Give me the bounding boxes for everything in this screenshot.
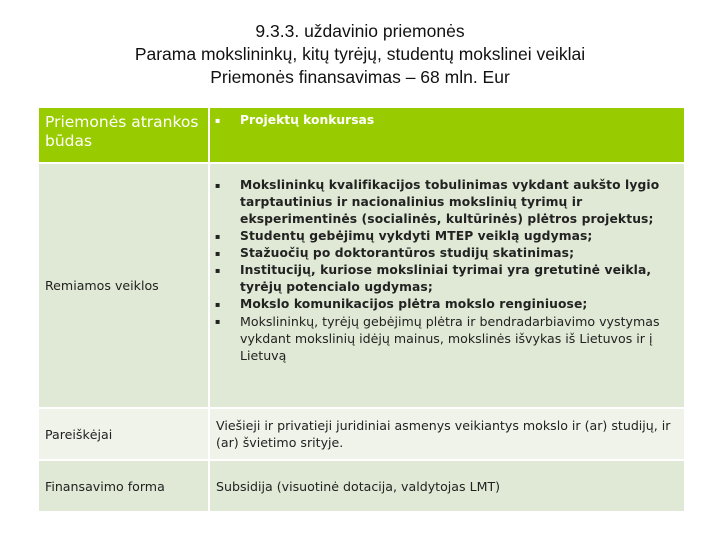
row-label: Finansavimo forma: [38, 460, 209, 512]
row-value: Viešieji ir privatieji juridiniai asmenys veikiantys mokslo ir (ar) studijų, ir (ar) švietimo srityje.: [209, 408, 685, 460]
list-item: ▪ Mokslininkų, tyrėjų gebėjimų plėtra ir bendradarbiavimo vystymas vykdant mokslinių idėjų mainus, mokslinės išvykas iš Lietuvos ir į Lietuvą: [216, 313, 684, 364]
row-label: Pareiškėjai: [38, 408, 209, 460]
table-row-funding-form: [38, 460, 685, 512]
list-item: ▪ Mokslo komunikacijos plėtra mokslo renginiuose;: [216, 296, 684, 313]
measure-table: [37, 106, 686, 513]
list-item: ▪ Mokslininkų kvalifikacijos tobulinimas vykdant aukšto lygio tarptautinius ir nacionalinius mokslinių tyrimų ir eksperimentinės (socialinės, kultūrinės) plėtros projektus;: [216, 177, 684, 228]
table-row-applicants: [38, 408, 685, 460]
row-label: Remiamos veiklos: [38, 163, 209, 408]
list-item: ▪ Projektų konkursas: [216, 112, 684, 129]
row-value: Subsidija (visuotinė dotacija, valdytojas LMT): [209, 460, 685, 512]
list-item: ▪ Studentų gebėjimų vykdyti MTEP veiklą ugdymas;: [216, 228, 684, 245]
row-label: Priemonės atrankos būdas: [38, 107, 209, 163]
table-row-selection-method: [38, 107, 685, 163]
list-item: ▪ Stažuočių po doktorantūros studijų skatinimas;: [216, 245, 684, 262]
list-item: ▪ Institucijų, kuriose moksliniai tyrimai yra gretutinė veikla, tyrėjų potencialo ugdymas;: [216, 262, 684, 296]
title-line-3: Priemonės finansavimas – 68 mln. Eur: [210, 67, 510, 87]
table-row-supported-activities: [38, 163, 685, 408]
title-line-1: 9.3.3. uždavinio priemonės: [255, 21, 465, 41]
title-line-2: Parama mokslininkų, kitų tyrėjų, studentų mokslinei veiklai: [134, 44, 586, 64]
page-title: [0, 20, 720, 89]
